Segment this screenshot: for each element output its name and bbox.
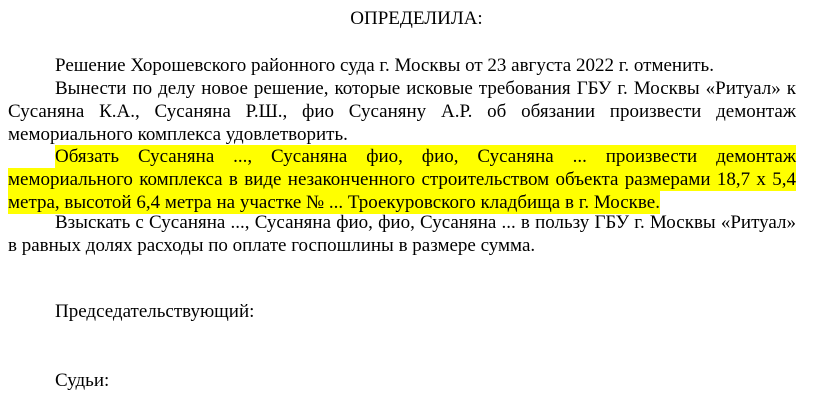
paragraph-new-decision: Вынести по делу новое решение, которые исковые требования ГБУ г. Москвы «Ритуал» к Сусаняна К.А., Сусаняна Р.Ш., фио Сусаняну А.Р. об обязании произвести демонтаж мемориального комплекса удовлетворить.: [8, 78, 796, 145]
highlighted-text: Обязать Сусаняна ..., Сусаняна фио, фио, Сусаняна ... произвести демонтаж мемориального комплекса в виде незаконченного строительством объекта размерами 18,7 х 5,4 метра, высотой 6,4 метра на участке № ... Троекуровского кладбища в г. Москве.: [8, 146, 796, 213]
paragraph-cancel-decision: Решение Хорошевского районного суда г. Москвы от 23 августа 2022 г. отменить.: [55, 55, 714, 76]
presiding-judge-label: Председательствующий:: [55, 301, 255, 322]
ruling-heading: ОПРЕДЕЛИЛА:: [350, 8, 483, 29]
paragraph-obligation-highlighted: [8, 145, 796, 214]
paragraph-recover-costs: Взыскать с Сусаняна ..., Сусаняна фио, фио, Сусаняна ... в пользу ГБУ г. Москвы «Ритуал» в равных долях расходы по оплате госпошлины в размере сумма.: [8, 212, 796, 256]
judges-label: Судьи:: [55, 370, 110, 391]
